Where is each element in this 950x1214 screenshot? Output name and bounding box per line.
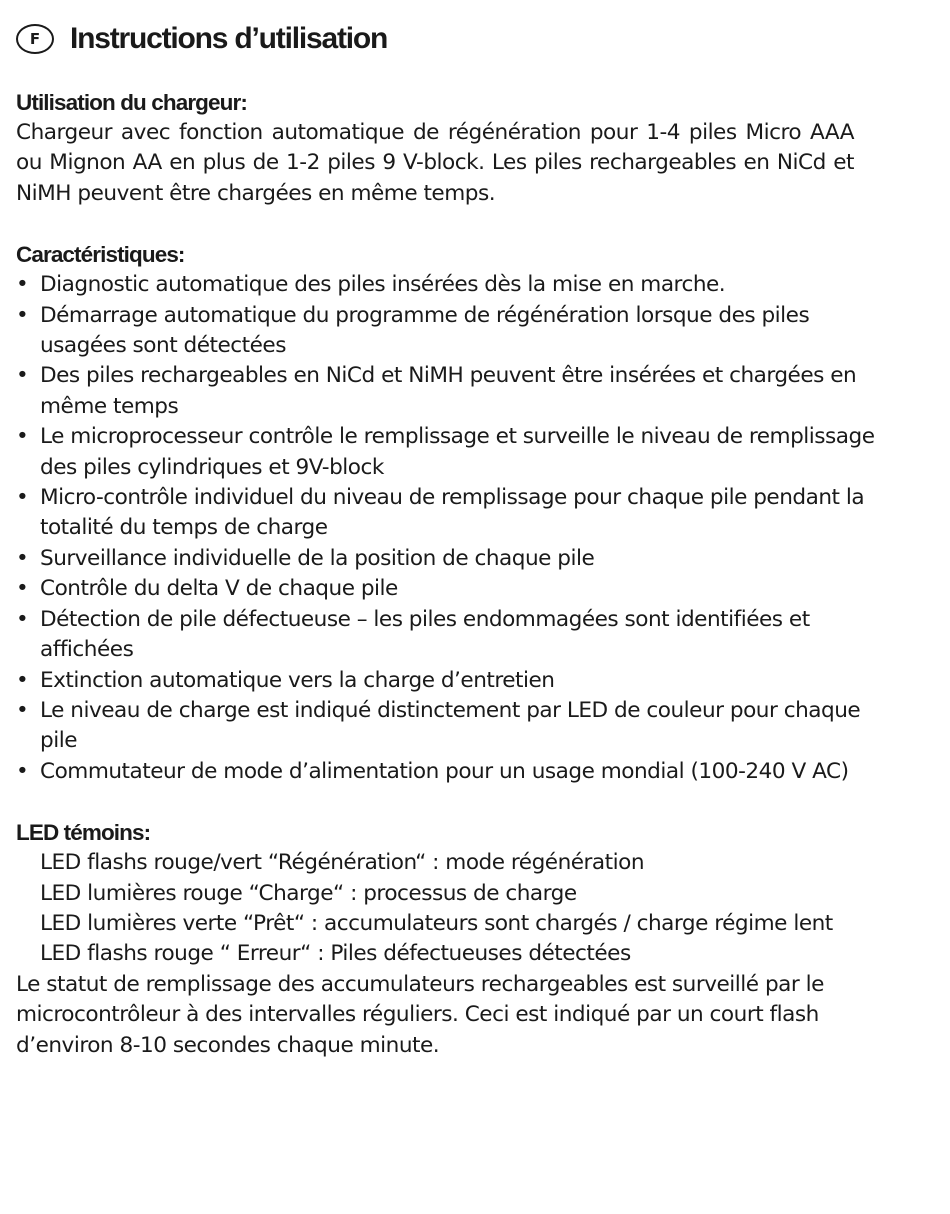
led-charge-line: LED lumières rouge “Charge“ : processus de charge — [40, 880, 577, 906]
bullet-icon: • — [16, 758, 29, 784]
list-item — [16, 666, 880, 696]
list-item-text: Le niveau de charge est indiqué distinctement par LED de couleur pour chaque pile — [40, 697, 861, 754]
list-item — [16, 483, 880, 544]
list-item — [16, 696, 880, 757]
page-content — [16, 88, 936, 1061]
features-list — [16, 270, 936, 787]
list-item-text: Détection de pile défectueuse – les piles endommagées sont identifiées et affichées — [40, 606, 810, 663]
bullet-icon: • — [16, 667, 29, 693]
spacer — [16, 209, 936, 240]
page-title: Instructions d’utilisation — [70, 22, 388, 55]
bullet-icon: • — [16, 697, 29, 723]
list-item-text: Micro-contrôle individuel du niveau de remplissage pour chaque pile pendant la totalité du temps de charge — [40, 485, 865, 541]
led-regeneration-line: LED flashs rouge/vert “Régénération“ : mode régénération — [40, 850, 645, 876]
bullet-icon: • — [16, 424, 29, 450]
list-item-text: Démarrage automatique du programme de régénération lorsque des piles usagées sont détectées — [40, 302, 810, 359]
list-item-text: Commutateur de mode d’alimentation pour un usage mondial (100-240 V AC) — [40, 758, 849, 784]
led-error-line: LED flashs rouge “ Erreur“ : Piles défectueuses détectées — [40, 941, 631, 967]
list-item-text: Le microprocesseur contrôle le remplissage et surveille le niveau de remplissage des piles cylindriques et 9V-block — [40, 424, 875, 480]
usage-text: Chargeur avec fonction automatique de régénération pour 1-4 piles Micro AAA ou Mignon AA en plus de 1-2 piles 9 V-block. Les piles rechargeables en NiCd et NiMH peuvent être chargées en même temps. — [16, 120, 854, 206]
list-item — [16, 757, 880, 787]
list-item-text: Extinction automatique vers la charge d’entretien — [40, 667, 555, 693]
bullet-icon: • — [16, 302, 29, 328]
spacer — [16, 787, 936, 818]
leds-heading: LED témoins: — [16, 820, 151, 846]
closing-paragraph: Le statut de remplissage des accumulateurs rechargeables est surveillé par le microcontrôleur à des intervalles réguliers. Ceci est indiqué par un court flash d’environ 8-10 secondes chaque minute. — [16, 971, 824, 1058]
list-item — [16, 301, 880, 362]
bullet-icon: • — [16, 272, 29, 298]
list-item — [16, 361, 880, 422]
list-item — [16, 605, 880, 666]
list-item — [16, 270, 880, 300]
bullet-icon: • — [16, 363, 29, 389]
list-item-text: Surveillance individuelle de la position de chaque pile — [40, 545, 595, 571]
bullet-icon: • — [16, 606, 29, 632]
bullet-icon: • — [16, 576, 29, 602]
list-item-text: Des piles rechargeables en NiCd et NiMH peuvent être insérées et chargées en même temps — [40, 363, 857, 419]
list-item — [16, 574, 880, 604]
features-heading: Caractéristiques: — [16, 242, 185, 268]
usage-heading: Utilisation du chargeur: — [16, 90, 247, 115]
language-badge: F — [16, 24, 54, 54]
led-ready-line: LED lumières verte “Prêt“ : accumulateurs sont chargés / charge régime lent — [40, 910, 833, 936]
page-header — [16, 22, 387, 56]
bullet-icon: • — [16, 545, 29, 571]
list-item-text: Diagnostic automatique des piles insérées dès la mise en marche. — [40, 272, 726, 298]
list-item — [16, 544, 880, 574]
list-item — [16, 422, 880, 483]
list-item-text: Contrôle du delta V de chaque pile — [40, 576, 398, 602]
bullet-icon: • — [16, 485, 29, 511]
